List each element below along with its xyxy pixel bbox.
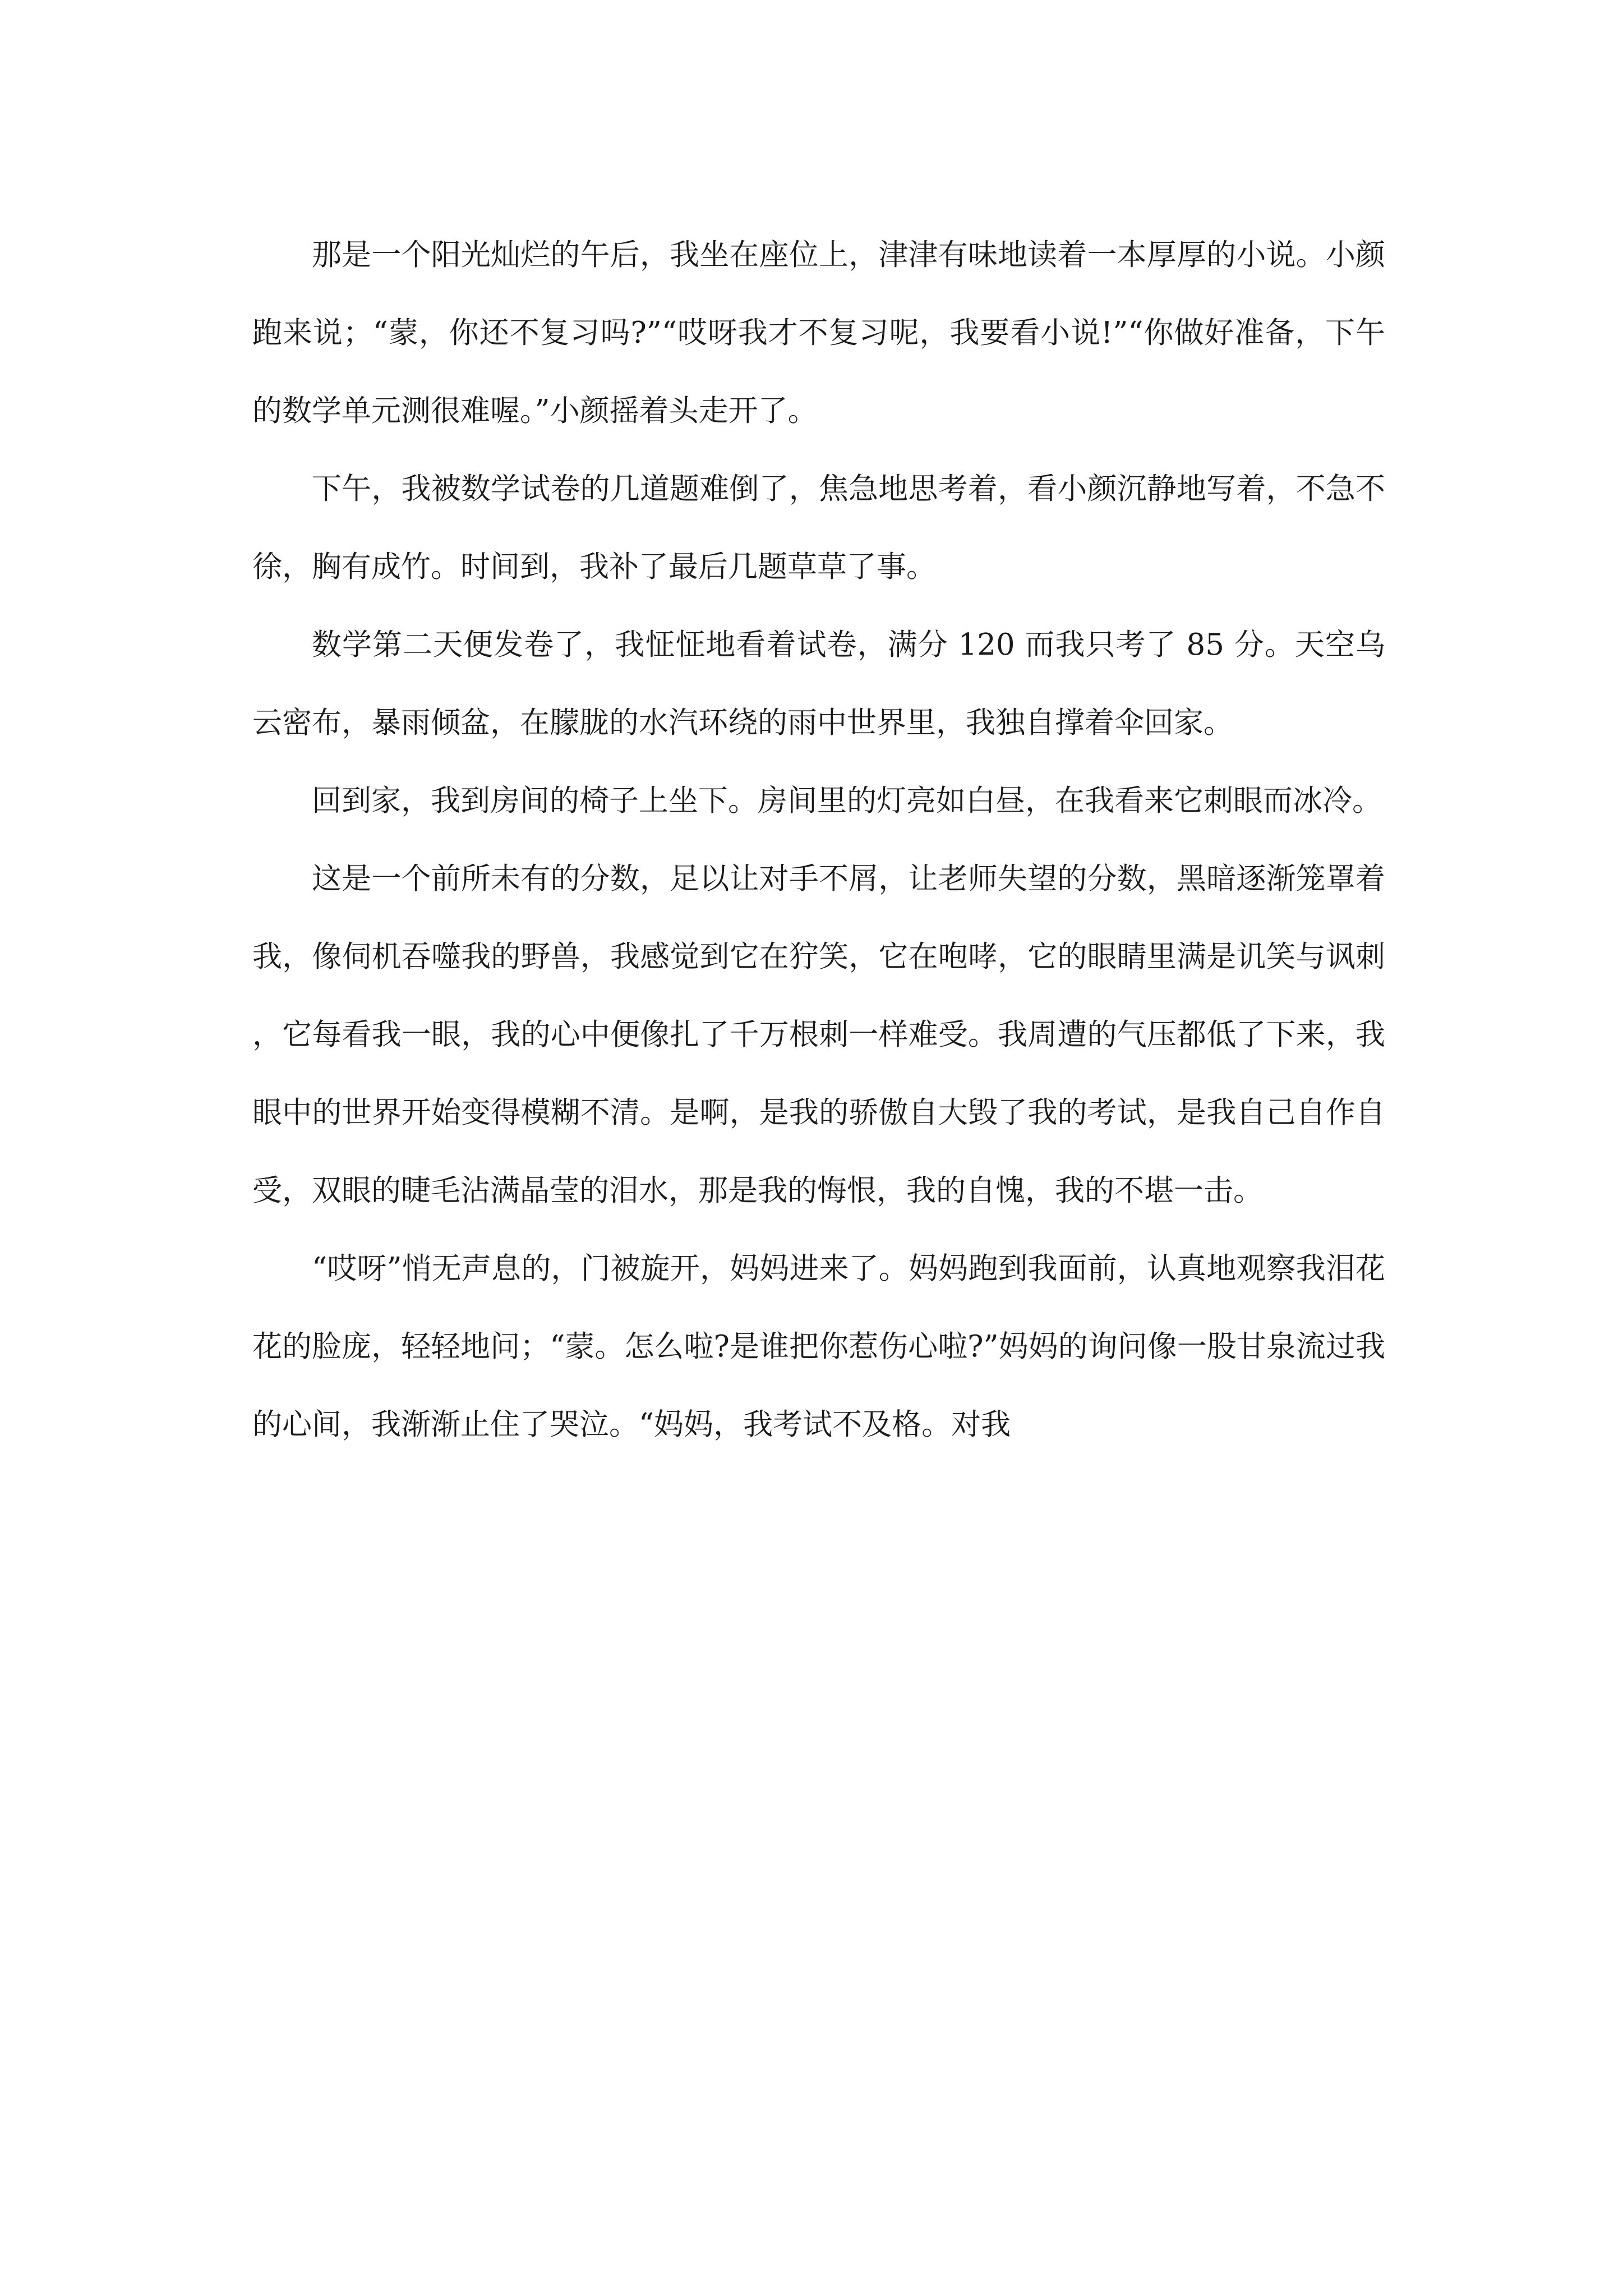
paragraph-2: 下午，我被数学试卷的几道题难倒了，焦急地思考着，看小颜沉静地写着，不急不徐，胸有成竹。时间到，我补了最后几题草草了事。 bbox=[252, 472, 1385, 584]
paragraph-5: 这是一个前所未有的分数，足以让对手不屑，让老师失望的分数，黑暗逐渐笼罩着我，像伺机吞噬我的野兽，我感觉到它在狞笑，它在咆哮，它的眼睛里满是讥笑与讽刺，它每看我一眼，我的心中便像扎了千万根刺一样难受。我周遭的气压都低了下来，我眼中的世界开始变得模糊不清。是啊，是我的骄傲自大毁了我的考试，是我自己自作自受，双眼的睫毛沾满晶莹的泪水，那是我的悔恨，我的自愧，我的不堪一击。 bbox=[252, 862, 1385, 1208]
paragraph-4: 回到家，我到房间的椅子上坐下。房间里的灯亮如白昼，在我看来它刺眼而冰冷。 bbox=[312, 784, 1382, 818]
document-body bbox=[252, 216, 1385, 1464]
paragraph-6: “哎呀”悄无声息的，门被旋开，妈妈进来了。妈妈跑到我面前，认真地观察我泪花花的脸庞，轻轻地问；“蒙。怎么啦?是谁把你惹伤心啦?”妈妈的询问像一股甘泉流过我的心间，我渐渐止住了哭泣。“妈妈，我考试不及格。对我 bbox=[252, 1251, 1385, 1442]
paragraph-1: 那是一个阳光灿烂的午后，我坐在座位上，津津有味地读着一本厚厚的小说。小颜跑来说；“蒙，你还不复习吗?”“哎呀我才不复习呢，我要看小说!”“你做好准备，下午的数学单元测很难喔。”小颜摇着头走开了。 bbox=[252, 238, 1385, 428]
paragraph-3: 数学第二天便发卷了，我怔怔地看着试卷，满分 120 而我只考了 85 分。天空乌云密布，暴雨倾盆，在朦胧的水汽环绕的雨中世界里，我独自撑着伞回家。 bbox=[252, 628, 1385, 740]
